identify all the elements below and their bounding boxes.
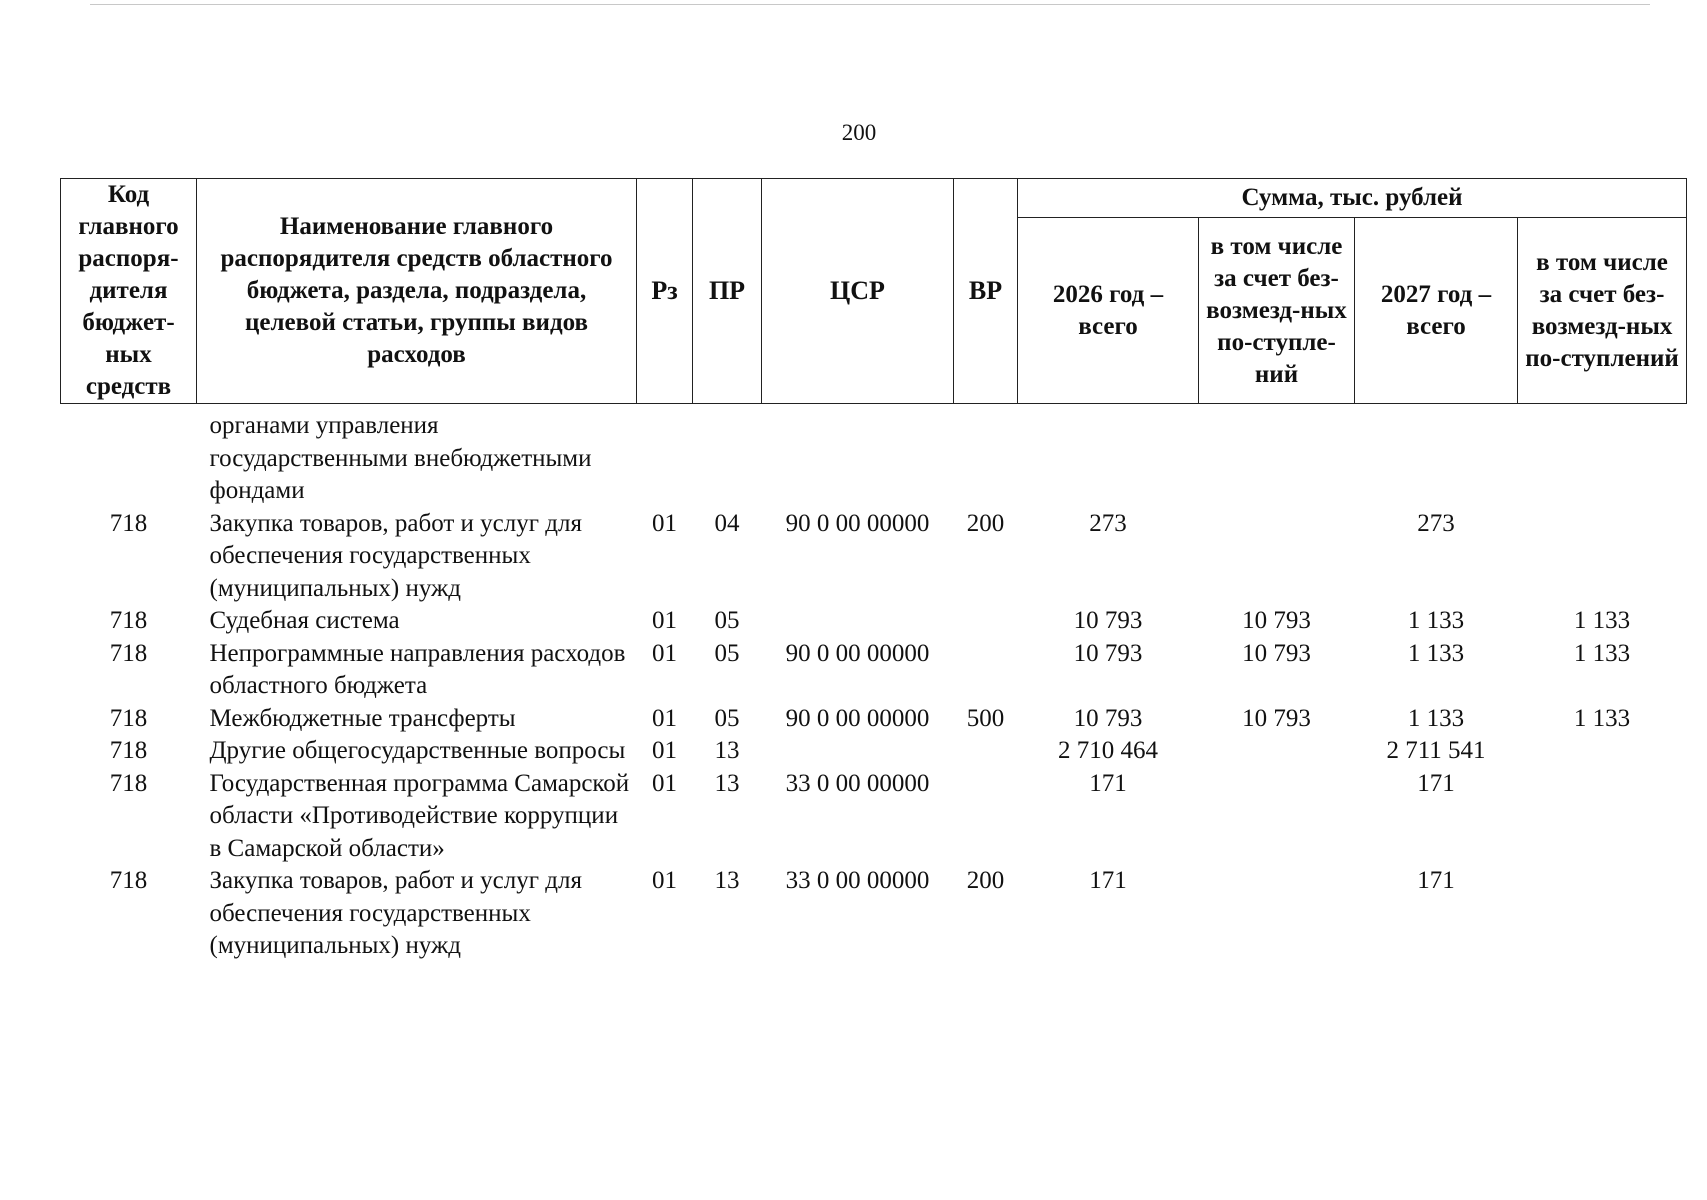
budget-table bbox=[60, 178, 1687, 963]
cell-2027-total: 1 133 bbox=[1407, 607, 1465, 634]
cell-pr: 05 bbox=[714, 704, 740, 732]
cell-name: Судебная система bbox=[209, 607, 400, 634]
cell-2027-total: 1 133 bbox=[1407, 704, 1465, 732]
cell-2027-total: 171 bbox=[1417, 769, 1455, 797]
cell-2027-grants bbox=[1518, 768, 1687, 866]
table-row bbox=[61, 768, 1687, 866]
cell-2026-total: 2 710 464 bbox=[1058, 737, 1158, 764]
cell-name: органами управления государственными внебюджетными фондами bbox=[209, 412, 592, 504]
cell-code: 718 bbox=[109, 509, 148, 537]
header-2026-grants: в том числе за счет без-возмезд-ных по-ступле-ний bbox=[1199, 218, 1355, 404]
cell-name: Государственная программа Самарской области «Противодействие коррупции в Самарской области» bbox=[209, 769, 630, 862]
table-row bbox=[61, 638, 1687, 703]
cell-csr bbox=[762, 404, 954, 508]
cell-code bbox=[61, 404, 197, 508]
cell-2026-grants: 10 793 bbox=[1242, 704, 1311, 732]
cell-2026-total: 10 793 bbox=[1073, 704, 1143, 732]
cell-2026-total: 273 bbox=[1089, 509, 1127, 537]
cell-vr: 200 bbox=[966, 867, 1005, 894]
page-number: 200 bbox=[841, 120, 877, 145]
cell-2026-total: 10 793 bbox=[1073, 639, 1143, 667]
cell-csr bbox=[762, 735, 954, 768]
cell-code: 718 bbox=[109, 639, 148, 667]
header-pr: ПР bbox=[693, 179, 762, 404]
cell-2027-total bbox=[1355, 404, 1518, 508]
header-vr: ВР bbox=[954, 179, 1018, 404]
table-header bbox=[61, 179, 1687, 404]
cell-vr bbox=[954, 638, 1018, 703]
cell-name: Закупка товаров, работ и услуг для обеспечения государственных (муниципальных) нужд bbox=[209, 509, 582, 602]
cell-2027-grants bbox=[1518, 735, 1687, 768]
cell-2027-grants bbox=[1518, 865, 1687, 963]
header-2027-grants: в том числе за счет без-возмезд-ных по-ступлений bbox=[1518, 218, 1687, 404]
cell-2026-total: 10 793 bbox=[1073, 607, 1143, 634]
cell-pr: 13 bbox=[714, 769, 740, 797]
cell-2027-total: 171 bbox=[1417, 867, 1455, 894]
cell-vr bbox=[954, 735, 1018, 768]
cell-csr bbox=[762, 605, 954, 638]
cell-2026-grants bbox=[1199, 768, 1355, 866]
cell-csr: 90 0 00 00000 bbox=[785, 509, 930, 537]
cell-rz: 01 bbox=[652, 704, 677, 732]
cell-pr bbox=[693, 404, 762, 508]
cell-rz: 01 bbox=[652, 737, 677, 764]
cell-vr bbox=[954, 404, 1018, 508]
header-2026-total: 2026 год – всего bbox=[1018, 218, 1199, 404]
cell-code: 718 bbox=[109, 607, 148, 634]
cell-code: 718 bbox=[109, 737, 148, 764]
cell-code: 718 bbox=[109, 704, 148, 732]
cell-name: Закупка товаров, работ и услуг для обеспечения государственных (муниципальных) нужд bbox=[209, 867, 582, 959]
header-sum: Сумма, тыс. рублей bbox=[1018, 179, 1687, 218]
scan-edge-line bbox=[90, 4, 1650, 5]
cell-pr: 05 bbox=[714, 639, 740, 667]
cell-2026-total: 171 bbox=[1089, 867, 1127, 894]
cell-rz: 01 bbox=[652, 639, 677, 667]
header-rz: Рз bbox=[637, 179, 693, 404]
cell-2027-grants bbox=[1518, 508, 1687, 606]
cell-name: Межбюджетные трансферты bbox=[209, 704, 516, 732]
cell-rz bbox=[637, 404, 693, 508]
cell-2027-total: 2 711 541 bbox=[1386, 737, 1486, 764]
cell-2026-grants bbox=[1199, 508, 1355, 606]
cell-vr bbox=[954, 605, 1018, 638]
header-csr: ЦСР bbox=[762, 179, 954, 404]
cell-csr: 90 0 00 00000 bbox=[785, 639, 930, 667]
cell-vr: 500 bbox=[966, 704, 1005, 732]
cell-pr: 05 bbox=[714, 607, 740, 634]
cell-csr: 33 0 00 00000 bbox=[785, 769, 930, 797]
cell-rz: 01 bbox=[652, 607, 677, 634]
cell-2027-grants bbox=[1518, 404, 1687, 508]
cell-rz: 01 bbox=[652, 769, 677, 797]
cell-rz: 01 bbox=[652, 867, 677, 894]
cell-csr: 33 0 00 00000 bbox=[785, 867, 930, 894]
header-name: Наименование главного распорядителя средств областного бюджета, раздела, подраздела, целевой статьи, группы видов расходов bbox=[197, 179, 637, 404]
cell-code: 718 bbox=[109, 769, 148, 797]
table-row bbox=[61, 404, 1687, 508]
table-row bbox=[61, 605, 1687, 638]
cell-2026-grants: 10 793 bbox=[1242, 639, 1311, 667]
cell-2026-total bbox=[1018, 404, 1199, 508]
cell-pr: 13 bbox=[714, 737, 740, 764]
cell-2027-total: 1 133 bbox=[1407, 639, 1465, 667]
cell-2027-total: 273 bbox=[1417, 509, 1455, 537]
cell-2026-grants bbox=[1199, 735, 1355, 768]
cell-name: Непрограммные направления расходов областного бюджета bbox=[209, 639, 626, 699]
cell-vr: 200 bbox=[966, 509, 1005, 537]
cell-csr: 90 0 00 00000 bbox=[785, 704, 930, 732]
table-row bbox=[61, 735, 1687, 768]
cell-code: 718 bbox=[109, 867, 148, 894]
cell-2026-grants bbox=[1199, 404, 1355, 508]
table-row bbox=[61, 703, 1687, 736]
cell-rz: 01 bbox=[652, 509, 677, 537]
cell-2026-grants bbox=[1199, 865, 1355, 963]
cell-name: Другие общегосударственные вопросы bbox=[209, 737, 626, 764]
cell-2026-total: 171 bbox=[1089, 769, 1127, 797]
cell-2027-grants: 1 133 bbox=[1573, 607, 1631, 634]
cell-2027-grants: 1 133 bbox=[1573, 639, 1631, 667]
table-body bbox=[61, 404, 1687, 963]
cell-2027-grants: 1 133 bbox=[1573, 704, 1631, 732]
cell-2026-grants: 10 793 bbox=[1242, 607, 1311, 634]
cell-pr: 13 bbox=[714, 867, 740, 894]
header-2027-total: 2027 год – всего bbox=[1355, 218, 1518, 404]
cell-vr bbox=[954, 768, 1018, 866]
header-code: Код главного распоря-дителя бюджет-ных средств bbox=[61, 179, 197, 404]
table-row bbox=[61, 865, 1687, 963]
cell-pr: 04 bbox=[714, 509, 740, 537]
table-row bbox=[61, 508, 1687, 606]
